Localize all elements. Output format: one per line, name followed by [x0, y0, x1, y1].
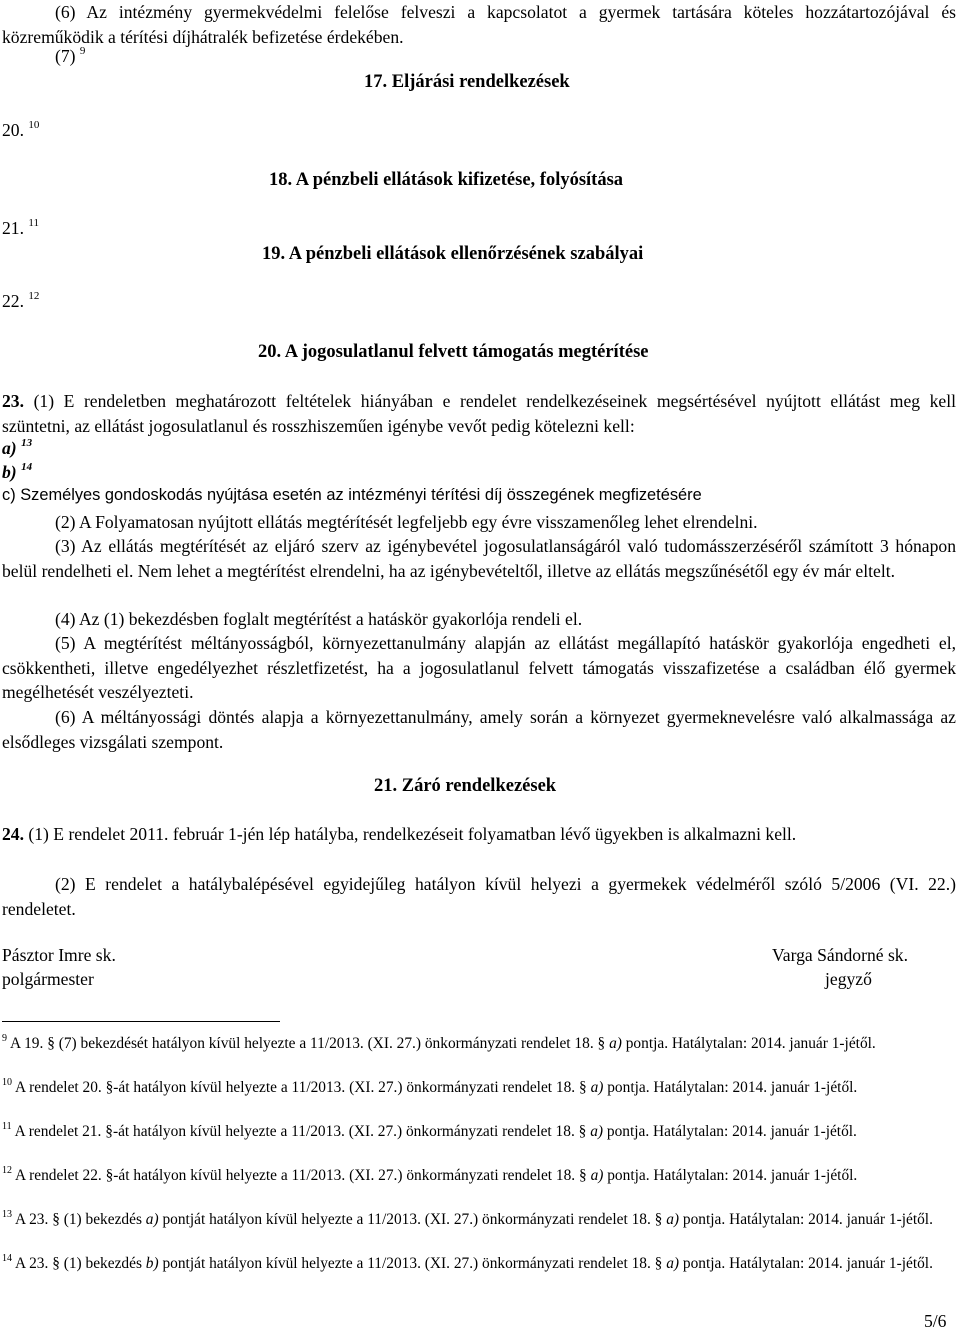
footnote-12: $^{12}$ A rendelet 22. §-át hatályon kívül helyezte a 11/2013. (XI. 27.) önkormányzati rendelet 18. § a) pontja. Hatálytalan: 2014. január 1-jétől.: [2, 1164, 858, 1184]
heading-19: 19. A pénzbeli ellátások ellenőrzésének szabályai: [262, 244, 644, 264]
section-21-repealed: 21. $^{11}$: [2, 217, 39, 238]
point-b-repealed: b) $^{14}$: [2, 461, 33, 482]
section-23-paragraph-6: (6) A méltányossági döntés alapja a környezettanulmány, amely során a környezet gyermeknevelésre való alkalmassága az elsődleges vizsgálati szempont.: [2, 707, 956, 752]
heading-20: 20. A jogosulatlanul felvett támogatás megtérítése: [258, 342, 649, 362]
footnote-11: $^{11}$ A rendelet 21. §-át hatályon kívül helyezte a 11/2013. (XI. 27.) önkormányzati rendelet 18. § a) pontja. Hatálytalan: 2014. január 1-jétől.: [2, 1120, 857, 1140]
section-23-paragraph-4: (4) Az (1) bekezdésben foglalt megtérítést a hatáskör gyakorlója rendeli el.: [55, 609, 583, 629]
section-23-paragraph-3: (3) Az ellátás megtérítését az eljáró szerv az igénybevétel jogosulatlanságáról való tudomásszerzéséről számított 3 hónapon belül rendelheti el. Nem lehet a megtérítést elrendelni, ha az igénybevételtől, illetve az ellátás megszűnésétől egy év már eltelt.: [2, 536, 956, 581]
paragraph-7-repealed: (7) $^9$: [55, 45, 86, 66]
heading-18: 18. A pénzbeli ellátások kifizetése, folyósítása: [269, 170, 624, 190]
section-23-paragraph-1: 23. (1) E rendeletben meghatározott feltételek hiányában e rendelet rendelkezéseinek megsértésével nyújtott ellátást meg kell szüntetni, az ellátást jogosulatlanul és rosszhiszeműen igénybe vevőt pedig kötelezni kell:: [2, 391, 957, 436]
point-a-repealed: a) $^{13}$: [2, 437, 33, 458]
page-number: 5/6: [924, 1311, 947, 1331]
footnote-separator: [2, 1021, 280, 1022]
section-24-paragraph-2: (2) E rendelet a hatálybalépésével egyidejűleg hatályon kívül helyezi a gyermekek védelméről szóló 5/2006 (VI. 22.) rendeletet.: [2, 874, 956, 919]
heading-21: 21. Záró rendelkezések: [374, 776, 557, 796]
footnote-ref-13[interactable]: 13: [21, 437, 33, 450]
point-c: c) Személyes gondoskodás nyújtása esetén az intézményi térítési díj összegének megfizetésére: [2, 486, 702, 504]
footnote-ref-11[interactable]: 11: [28, 217, 39, 230]
footnote-ref-12[interactable]: 12: [28, 290, 40, 303]
footnote-ref-10[interactable]: 10: [28, 119, 40, 132]
section-23-paragraph-5: (5) A megtérítést méltányosságból, környezettanulmány alapján az ellátást megállapító hatáskör gyakorlója engedheti el, csökkentheti, illetve engedélyezhet részletfizetést, ha a jogosulatlanul felvett támogatás visszafizetése a családban élő gyermek megélhetését veszélyezteti.: [2, 633, 956, 703]
section-number-23: 23.: [2, 391, 34, 411]
footnote-10: $^{10}$ A rendelet 20. §-át hatályon kívül helyezte a 11/2013. (XI. 27.) önkormányzati rendelet 18. § a) pontja. Hatálytalan: 2014. január 1-jétől.: [2, 1076, 858, 1096]
paragraph-6-top: (6) Az intézmény gyermekvédelmi felelőse felveszi a kapcsolatot a gyermek tartására köteles hozzátartozójával és közreműködik a térítési díjhátralék befizetése érdekében.: [2, 2, 956, 47]
section-22-repealed: 22. $^{12}$: [2, 290, 40, 311]
signature-right-title: jegyző: [825, 969, 872, 989]
footnote-ref-9[interactable]: 9: [79, 45, 86, 58]
signature-left-name: Pásztor Imre sk.: [2, 945, 116, 965]
section-number-24: 24.: [2, 824, 29, 844]
signature-right-name: Varga Sándorné sk.: [772, 945, 908, 965]
footnote-ref-14[interactable]: 14: [21, 461, 33, 474]
footnote-14: $^{14}$ A 23. § (1) bekezdés b) pontját hatályon kívül helyezte a 11/2013. (XI. 27.) önkormányzati rendelet 18. § a) pontja. Hatálytalan: 2014. január 1-jétől.: [2, 1252, 933, 1272]
signature-left-title: polgármester: [2, 969, 94, 989]
section-24-paragraph-1: 24. (1) E rendelet 2011. február 1-jén lép hatályba, rendelkezéseit folyamatban lévő ügyekben is alkalmazni kell.: [2, 824, 797, 844]
section-23-paragraph-2: (2) A Folyamatosan nyújtott ellátás megtérítését legfeljebb egy évre visszamenőleg lehet elrendelni.: [55, 512, 758, 532]
footnote-13: $^{13}$ A 23. § (1) bekezdés a) pontját hatályon kívül helyezte a 11/2013. (XI. 27.) önkormányzati rendelet 18. § a) pontja. Hatálytalan: 2014. január 1-jétől.: [2, 1208, 933, 1228]
footnote-9: $^9$ A 19. § (7) bekezdését hatályon kívül helyezte a 11/2013. (XI. 27.) önkormányzati rendelet 18. § a) pontja. Hatálytalan: 2014. január 1-jétől.: [2, 1032, 876, 1052]
section-20-repealed: 20. $^{10}$: [2, 119, 40, 140]
heading-17: 17. Eljárási rendelkezések: [364, 72, 570, 92]
